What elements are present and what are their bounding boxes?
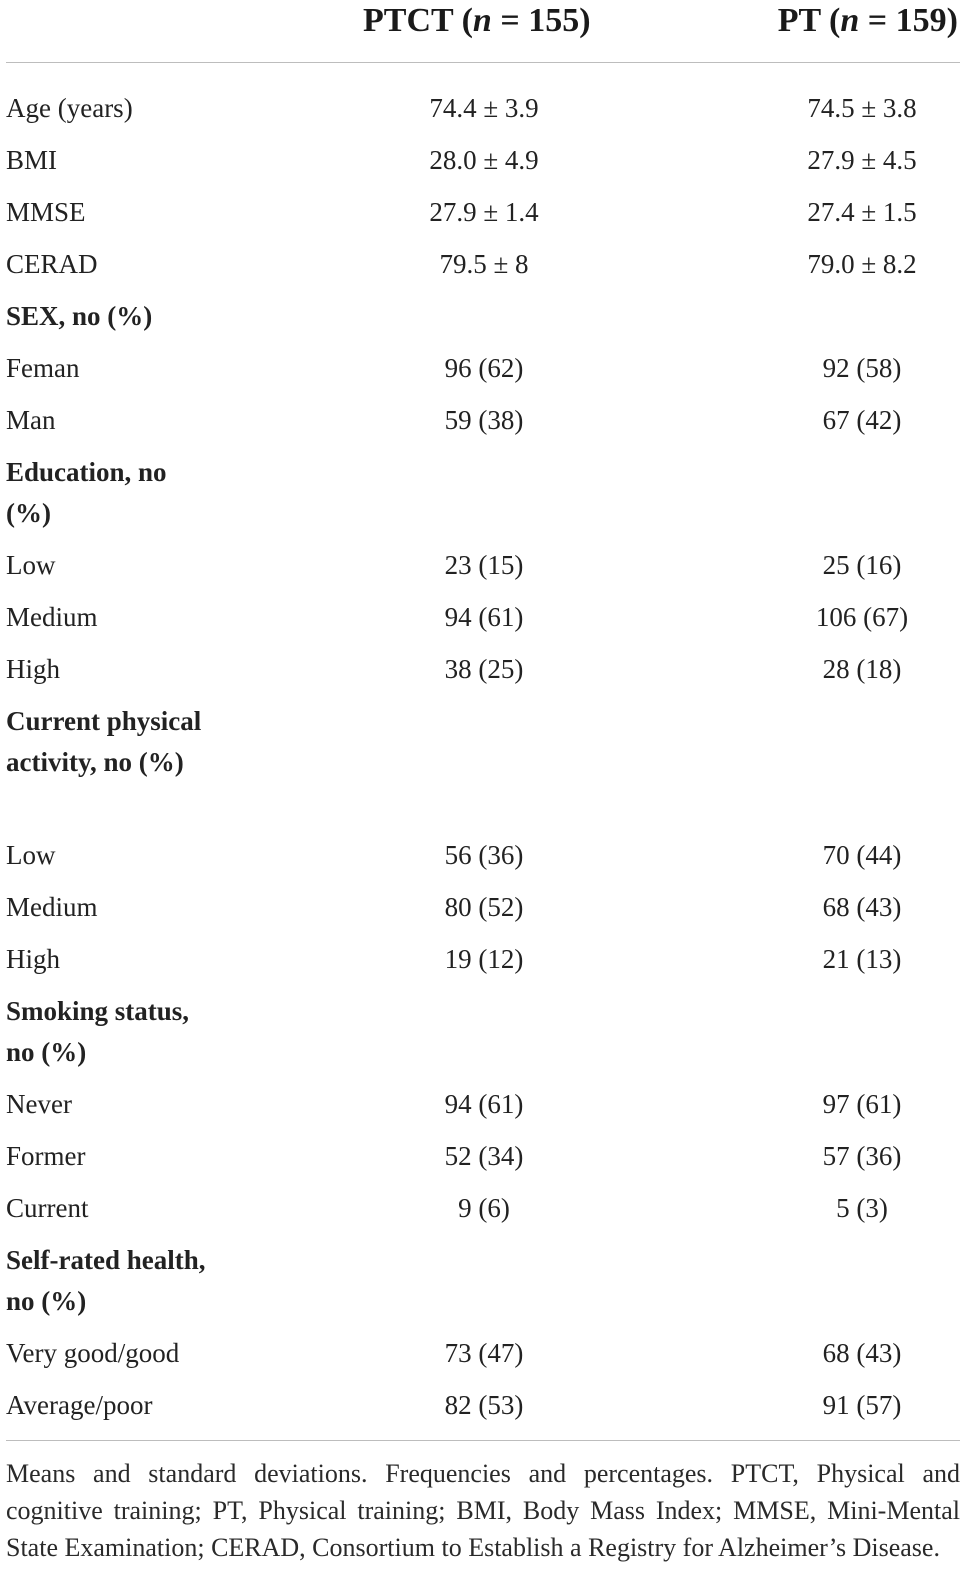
section-label: Smoking status, no (%) bbox=[6, 996, 190, 1067]
table-row bbox=[6, 1079, 960, 1131]
row-label: Low bbox=[6, 840, 56, 870]
section-label: Current physical activity, no (%) bbox=[6, 706, 202, 777]
ptct-value: 27.9 ± 1.4 bbox=[429, 197, 539, 227]
pt-value: 68 (43) bbox=[822, 1338, 902, 1368]
ptct-value: 23 (15) bbox=[444, 550, 524, 580]
pt-value: 91 (57) bbox=[822, 1390, 902, 1420]
section-header-physical-activity bbox=[6, 696, 960, 830]
table-row bbox=[6, 592, 960, 644]
section-header-education bbox=[6, 447, 960, 540]
ptct-value: 38 (25) bbox=[444, 654, 524, 684]
section-header-smoking bbox=[6, 986, 960, 1079]
table-footnote: Means and standard deviations. Frequencies and percentages. PTCT, Physical and cognitive training; PT, Physical training; BMI, Body Mass Index; MMSE, Mini-Mental State Examination; CERAD, Consortium to Establish a Registry for Alzheimer’s Disease. bbox=[6, 1440, 960, 1566]
row-label: Former bbox=[6, 1141, 86, 1171]
ptct-value: 74.4 ± 3.9 bbox=[429, 93, 539, 123]
ptct-value: 96 (62) bbox=[444, 353, 524, 383]
section-label: Education, no (%) bbox=[6, 457, 167, 528]
row-label: BMI bbox=[6, 145, 58, 175]
ptct-value: 9 (6) bbox=[458, 1193, 510, 1223]
ptct-value: 19 (12) bbox=[444, 944, 524, 974]
pt-value: 92 (58) bbox=[822, 353, 902, 383]
table-body bbox=[6, 63, 960, 1432]
pt-value: 74.5 ± 3.8 bbox=[807, 93, 917, 123]
pt-value: 68 (43) bbox=[822, 892, 902, 922]
table-row bbox=[6, 830, 960, 882]
table-row bbox=[6, 1183, 960, 1235]
pt-value: 57 (36) bbox=[822, 1141, 902, 1171]
row-label: CERAD bbox=[6, 249, 98, 279]
ptct-value: 82 (53) bbox=[444, 1390, 524, 1420]
row-label: Man bbox=[6, 405, 56, 435]
pt-value: 70 (44) bbox=[822, 840, 902, 870]
row-label: Medium bbox=[6, 602, 98, 632]
table-row bbox=[6, 1380, 960, 1432]
ptct-value: 52 (34) bbox=[444, 1141, 524, 1171]
table-row bbox=[6, 934, 960, 986]
row-label: Current bbox=[6, 1193, 89, 1223]
row-label: Age (years) bbox=[6, 93, 133, 123]
pt-value: 27.9 ± 4.5 bbox=[807, 145, 917, 175]
table-row bbox=[6, 540, 960, 592]
row-label: Low bbox=[6, 550, 56, 580]
section-header-sex bbox=[6, 291, 960, 343]
pt-value: 5 (3) bbox=[836, 1193, 888, 1223]
table-row bbox=[6, 882, 960, 934]
table-row bbox=[6, 1131, 960, 1183]
row-label: Average/poor bbox=[6, 1390, 153, 1420]
column-header-ptct: PTCT (n = 155) bbox=[363, 2, 591, 39]
table-row bbox=[6, 239, 960, 291]
row-label: Medium bbox=[6, 892, 98, 922]
pt-value: 67 (42) bbox=[822, 405, 902, 435]
section-header-self-rated-health bbox=[6, 1235, 960, 1328]
ptct-value: 94 (61) bbox=[444, 1089, 524, 1119]
ptct-value: 28.0 ± 4.9 bbox=[429, 145, 539, 175]
pt-value: 106 (67) bbox=[815, 602, 909, 632]
characteristics-table bbox=[6, 0, 960, 1432]
table-row bbox=[6, 187, 960, 239]
table-row bbox=[6, 1328, 960, 1380]
ptct-value: 80 (52) bbox=[444, 892, 524, 922]
section-label: Self-rated health, no (%) bbox=[6, 1245, 206, 1316]
ptct-value: 94 (61) bbox=[444, 602, 524, 632]
table-row bbox=[6, 644, 960, 696]
ptct-value: 56 (36) bbox=[444, 840, 524, 870]
column-header-pt: PT (n = 159) bbox=[777, 2, 958, 39]
pt-value: 25 (16) bbox=[822, 550, 902, 580]
pt-value: 21 (13) bbox=[822, 944, 902, 974]
row-label: MMSE bbox=[6, 197, 86, 227]
pt-value: 27.4 ± 1.5 bbox=[807, 197, 917, 227]
row-label: Very good/good bbox=[6, 1338, 180, 1368]
section-label: SEX, no (%) bbox=[6, 301, 153, 331]
pt-value: 79.0 ± 8.2 bbox=[807, 249, 917, 279]
table-row bbox=[6, 395, 960, 447]
row-label: Feman bbox=[6, 353, 80, 383]
table-row bbox=[6, 343, 960, 395]
table-row bbox=[6, 135, 960, 187]
ptct-value: 59 (38) bbox=[444, 405, 524, 435]
pt-value: 97 (61) bbox=[822, 1089, 902, 1119]
row-label: High bbox=[6, 944, 60, 974]
pt-value: 28 (18) bbox=[822, 654, 902, 684]
ptct-value: 73 (47) bbox=[444, 1338, 524, 1368]
table-header bbox=[6, 0, 960, 63]
table-row bbox=[6, 83, 960, 135]
row-label: High bbox=[6, 654, 60, 684]
ptct-value: 79.5 ± 8 bbox=[439, 249, 529, 279]
row-label: Never bbox=[6, 1089, 72, 1119]
